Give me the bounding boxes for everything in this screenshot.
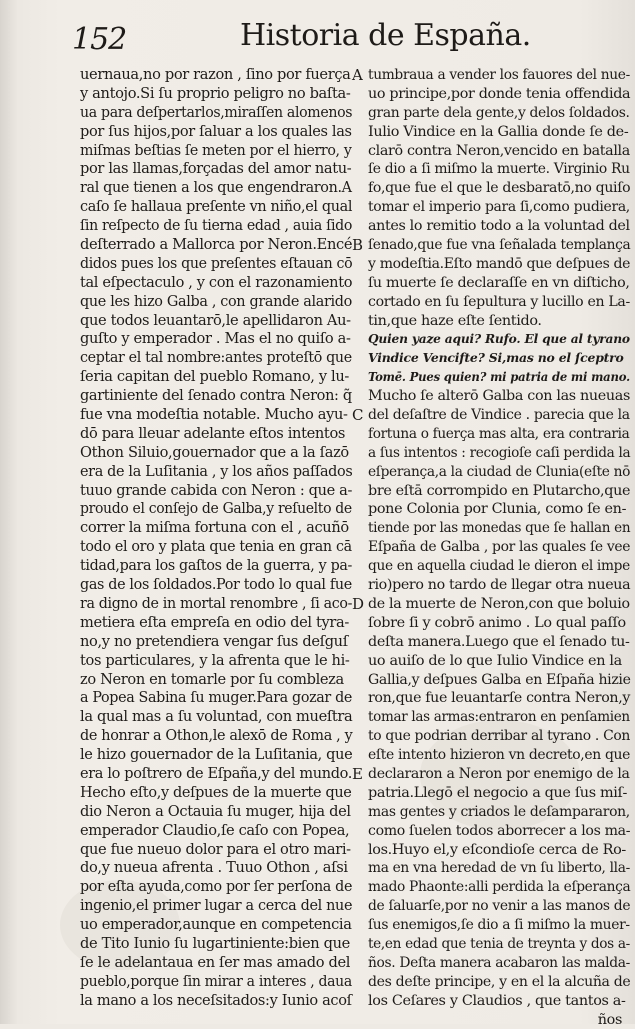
text-line: ſeria capitan del pueblo Romano, y lu-: [80, 368, 349, 386]
text-line: todo el oro y plata que tenia en gran cā: [80, 538, 352, 556]
text-line: deſterrado a Mallorca por Neron.Encé: [80, 236, 353, 254]
text-line: uernaua,no por razon , ſino por fuerça: [80, 66, 351, 83]
text-line: por eſta ayuda,como por ſer perſona de: [80, 878, 353, 896]
text-line: declararon a Neron por enemigo de la: [368, 765, 630, 782]
text-line: pone Colonia por Clunia, como ſe en-: [368, 501, 627, 518]
text-line: era de la Luſitania , y los años paſſados: [80, 462, 353, 480]
text-line: como ſuelen todos aborrecer a los ma-: [368, 822, 631, 839]
text-line: la qual mas a ſu voluntad, con mueſtra: [80, 708, 353, 726]
text-line: a Popea Sabina ſu muger.Para gozar de: [80, 689, 353, 707]
text-line: Gallia,y deſpues Galba en Eſpaña hizie: [368, 671, 631, 688]
text-line: gartiniente del ſenado contra Neron: q̃: [80, 387, 352, 405]
text-line: mas gentes y criados le deſampararon,: [368, 803, 630, 820]
text-line: ſenado,que fue vna ſeñalada templança: [368, 237, 631, 254]
text-line: ſu muerte ſe declaraſſe en vn diſticho,: [368, 274, 630, 291]
epitaph-line: Tomē. Pues quien? mi patria de mi mano.: [368, 369, 630, 385]
margin-section-letter: D: [352, 595, 365, 614]
right-text-column: [368, 66, 630, 1029]
running-title: Historia de España.: [240, 18, 531, 53]
catchword: ños: [597, 1011, 622, 1028]
text-line: eſperança,a la ciudad de Clunia(eſte nō: [368, 463, 631, 480]
epitaph-line: Vindice Vencifte? Si,mas no el ſceptro: [368, 350, 624, 366]
text-line: los Ceſares y Claudios , que tantos a-: [368, 992, 626, 1009]
text-line: tin,que haze eſte ſentido.: [368, 312, 542, 329]
text-line: proudo el conſejo de Galba,y reſuelto de: [80, 500, 352, 518]
text-line: no,y no pretendiera vengar ſus deſguſ: [80, 632, 348, 650]
text-line: uo emperador,aunque en competencia: [80, 916, 352, 934]
text-line: tuuo grande cabida con Neron : que a-: [80, 481, 353, 499]
text-line: te,en edad que tenia de treynta y dos a-: [368, 935, 630, 952]
text-line: metiera eſta empreſa en odio del tyra-: [80, 613, 349, 631]
text-line: ral que tienen a los que engendraron.A: [80, 179, 352, 197]
page-number: 152: [72, 22, 127, 57]
text-line: que todos leuantarō,le apellidaron Au-: [80, 311, 351, 329]
text-line: Eſpaña de Galba , por las quales ſe vee: [368, 539, 631, 556]
text-line: guſto y emperador . Mas el no quiſo a-: [80, 330, 351, 348]
text-line: cortado en ſu ſepultura y lucillo en La-: [368, 293, 630, 310]
text-line: emperador Claudio,ſe caſo con Popea,: [80, 821, 350, 839]
text-line: miſmas beſtias ſe meten por el hierro, y: [80, 141, 352, 159]
text-line: del deſaſtre de Vindice . parecia que la: [368, 407, 630, 424]
text-line: ma en vna heredad de vn ſu liberto, lla-: [368, 860, 630, 877]
text-line: ua para deſpertarlos,miraſſen alomenos: [80, 103, 353, 121]
text-line: gas de los ſoldados.Por todo lo qual fue: [80, 576, 352, 594]
text-line: patria.Llegō el negocio a que ſus miſ-: [368, 784, 628, 801]
text-line: ra digno de in mortal renombre , ſi aco-: [80, 594, 353, 612]
text-line: por ſus hijos,por ſaluar a los quales las: [80, 122, 352, 140]
margin-section-letter: A: [352, 66, 363, 84]
text-line: de honrar a Othon,le alexō de Roma , y: [80, 727, 353, 745]
text-line: ſus enemigos,ſe dio a ſi miſmo la muer-: [368, 917, 630, 934]
text-line: ſin reſpecto de ſu tierna edad , auia ſido: [80, 217, 353, 235]
text-line: dio Neron a Octauia ſu muger, hija del: [80, 802, 351, 820]
text-line: a ſus intentos : recogioſe caſi perdida la: [368, 444, 631, 461]
text-line: bre eſtā corrompido en Plutarcho,que: [368, 482, 631, 499]
text-line: to que podrian derribar al tyrano . Con: [368, 728, 631, 745]
text-line: tal eſpectaculo , y con el razonamiento: [80, 273, 353, 291]
text-line: fortuna o fuerça mas alta, era contraria: [368, 425, 630, 442]
text-line: correr la miſma fortuna con el , acuñō: [80, 519, 349, 537]
text-line: eſte intento hizieron vn decreto,en que: [368, 747, 631, 764]
text-line: uo principe,por donde tenia offendida: [368, 85, 631, 102]
text-line: des deſte principe, y en el la alcuña de: [368, 973, 631, 990]
text-line: Othon Siluio,gouernador que a la ſazō: [80, 443, 349, 461]
text-line: ingenio,el primer lugar a cerca del nue: [80, 897, 353, 915]
text-line: y modeſtia.Eſto mandō que deſpues de: [368, 255, 631, 272]
text-line: fo,que fue el que le desbaratō,no quiſo: [368, 180, 631, 197]
text-line: le hizo gouernador de la Luſitania, que: [80, 746, 353, 764]
text-line: caſo ſe hallaua preſente vn niño,el qual: [80, 198, 353, 216]
text-line: Hecho eſto,y deſpues de la muerte que: [80, 783, 352, 801]
text-line: ron,que fue leuantarſe contra Neron,y: [368, 690, 631, 707]
text-line: ños. Deſta manera acabaron las malda-: [368, 954, 630, 971]
text-line: ſe le adelantaua en ſer mas amado del: [80, 953, 351, 971]
text-line: deſta manera.Luego que el ſenado tu-: [368, 633, 630, 650]
text-line: tiende por las monedas que ſe hallan en: [368, 520, 631, 537]
text-line: pueblo,porque ſin mirar a interes , daua: [80, 972, 352, 990]
text-line: que les hizo Galba , con grande alarido: [80, 292, 352, 310]
text-line: ſobre ſi y cobrō animo . Lo qual paſſo: [368, 614, 626, 631]
text-line: ſe dio a ſi miſmo la muerte. Virginio Ru: [368, 161, 630, 178]
margin-section-letter: E: [352, 765, 363, 784]
text-line: que en aquella ciudad le dieron el impe: [368, 558, 630, 575]
epitaph-line: Quien yaze aqui? Rufo. El que al tyrano: [368, 331, 630, 347]
page-header: [0, 14, 635, 58]
margin-section-letter: C: [352, 406, 364, 425]
text-line: gran parte dela gente,y delos ſoldados.: [368, 104, 630, 121]
text-line: ceptar el tal nombre:antes proteſtō que: [80, 349, 352, 367]
text-line: y antojo.Si ſu proprio peligro no baſta-: [80, 84, 351, 102]
text-line: tidad,para los gaſtos de la guerra, y pa-: [80, 557, 353, 575]
text-line: fue vna modeſtia notable. Mucho ayu-: [80, 406, 348, 424]
text-line: los.Huyo el,y eſcondioſe cerca de Ro-: [368, 841, 626, 858]
text-line: era lo poſtrero de Eſpaña,y del mundo.: [80, 764, 353, 782]
margin-section-letter: B: [352, 236, 364, 255]
text-line: antes lo remitio todo a la voluntad del: [368, 218, 630, 235]
text-line: zo Neron en tomarle por ſu combleza: [80, 670, 344, 688]
left-text-column: [80, 66, 352, 1011]
text-line: dō para lleuar adelante eſtos intentos: [80, 424, 346, 442]
text-line: tos particulares, y la afrenta que le hi-: [80, 651, 350, 669]
text-line: tomar las armas:entraron en penſamien: [368, 709, 630, 726]
text-line: tumbraua a vender los fauores del nue-: [368, 67, 630, 83]
text-line: de ſaluarſe,por no venir a las manos de: [368, 898, 631, 915]
text-line: didos pues los que preſentes eſtauan cō: [80, 254, 353, 272]
text-line: clarō contra Neron,vencido en batalla: [368, 142, 630, 159]
text-line: tomar el imperio para ſi,como pudiera,: [368, 199, 630, 216]
text-line: que fue nueuo dolor para el otro mari-: [80, 840, 351, 858]
text-line: la mano a los neceſsitados:y Iunio acoſ: [80, 991, 352, 1009]
text-line: do,y nueua afrenta . Tuuo Othon , aſsi: [80, 859, 348, 877]
text-line: de Tito Iunio ſu lugartiniente:bien que: [80, 934, 350, 952]
text-line: uo auiſo de lo que Iulio Vindice en la: [368, 652, 622, 669]
text-line: por las llamas,forçadas del amor natu-: [80, 160, 352, 178]
text-line: de la muerte de Neron,con que boluio: [368, 595, 630, 612]
text-line: Mucho ſe alterō Galba con las nueuas: [368, 388, 630, 405]
text-line: Iulio Vindice en la Gallia donde ſe de-: [368, 123, 629, 140]
text-line: mado Phaonte:alli perdida la eſperança: [368, 879, 631, 896]
text-line: rio)pero no tardo de llegar otra nueua: [368, 577, 631, 594]
